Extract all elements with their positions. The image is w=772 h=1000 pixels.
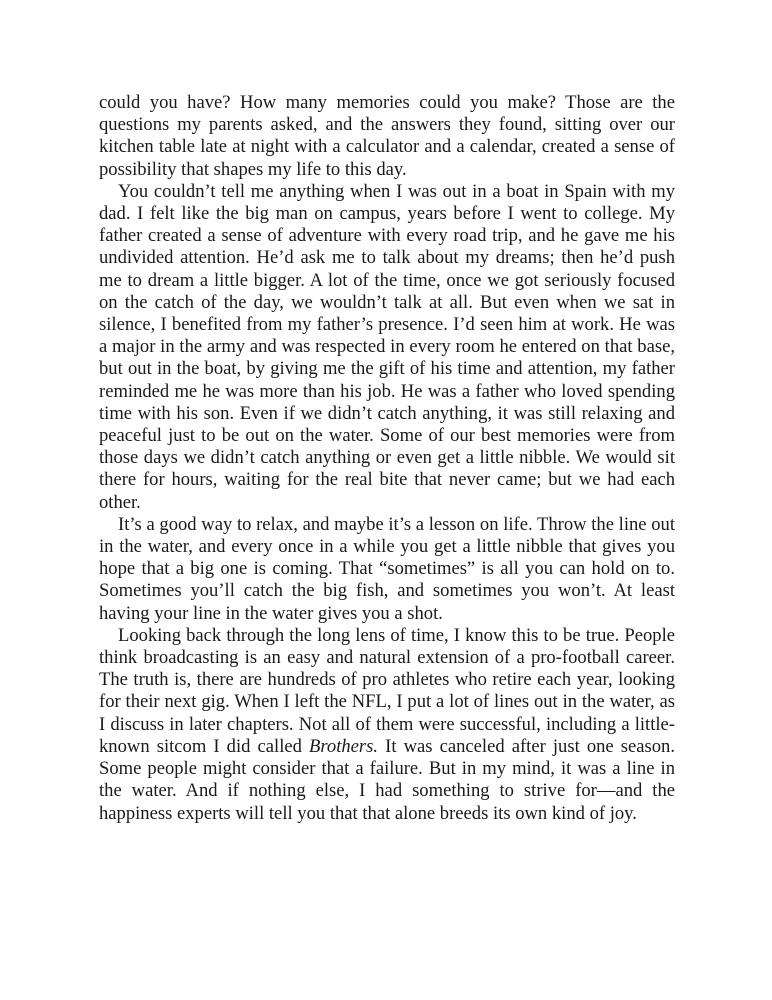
sitcom-title: Brothers.	[309, 735, 379, 757]
paragraph-3: It’s a good way to relax, and maybe it’s a lesson on life. Throw the line out in the water, and every once in a while you get a little nibble that gives you hope that a big one is coming. That “sometimes” is all you can hold on to. Sometimes you’ll catch the big fish, and sometimes you won’t. At least having your line in the water gives you a shot.	[99, 513, 675, 624]
paragraph-1: could you have? How many memories could you make? Those are the questions my parents asked, and the answers they found, sitting over our kitchen table late at night with a calculator and a calendar, created a sense of possibility that shapes my life to this day.	[99, 92, 675, 180]
paragraph-2: You couldn’t tell me anything when I was out in a boat in Spain with my dad. I felt like the big man on campus, years before I went to college. My father created a sense of adventure with every road trip, and he gave me his undivided attention. He’d ask me to talk about my dreams; then he’d push me to dream a little bigger. A lot of the time, once we got seriously focused on the catch of the day, we wouldn’t talk at all. But even when we sat in silence, I benefited from my father’s presence. I’d seen him at work. He was a major in the army and was respected in every room he entered on that base, but out in the boat, by giving me the gift of his time and attention, my father reminded me he was more than his job. He was a father who loved spending time with his son. Even if we didn’t catch anything, it was still relaxing and peaceful just to be out on the water. Some of our best memories were from those days we didn’t catch anything or even get a little nibble. We would sit there for hours, waiting for the real bite that never came; but we had each other.	[99, 180, 675, 513]
paragraph-4-text-after: It was canceled after just one season. Some people might consider that a failure. But in my mind, it was a line in the water. And if nothing else, I had something to strive for—and the happiness experts will tell you that that alone breeds its own kind of joy.	[99, 735, 676, 824]
paragraph-4-text-before: Looking back through the long lens of time, I know this to be true. People think broadcasting is an easy and natural extension of a pro-football career. The truth is, there are hundreds of pro athletes who retire each year, looking for their next gig. When I left the NFL, I put a lot of lines out in the water, as I discuss in later chapters. Not all of them were successful, including a little-known sitcom I did called	[99, 624, 675, 757]
paragraph-4	[99, 625, 675, 825]
book-page-body	[99, 92, 675, 825]
